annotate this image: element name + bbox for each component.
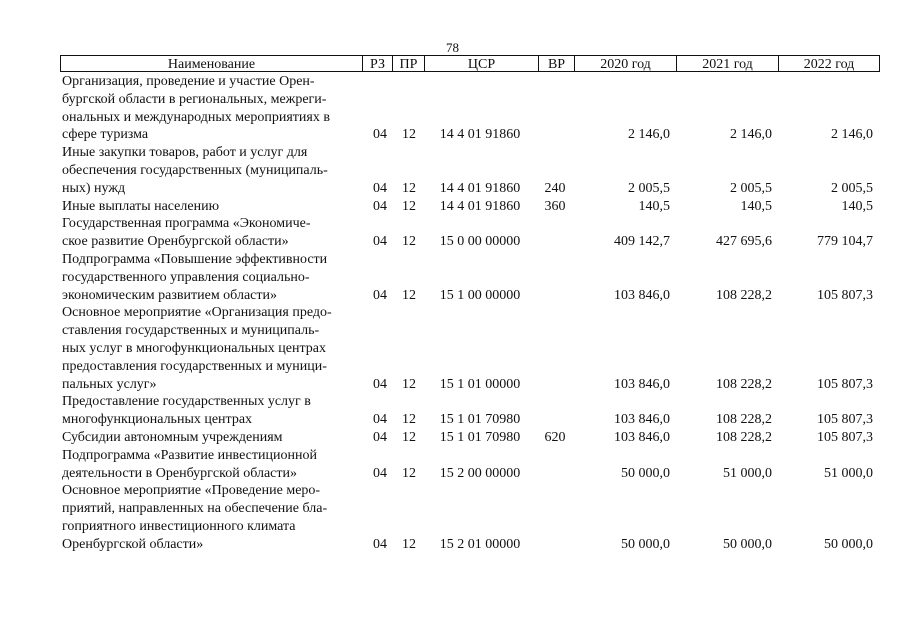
row-vr: 240 [544,180,566,196]
row-2022: 105 807,3 [817,412,873,428]
row-name-line: пальных услуг» [62,376,157,392]
header-rz: РЗ [362,55,393,72]
row-name-line: ональных и международных мероприятиях в [62,109,330,125]
row-2021: 108 228,2 [716,412,772,428]
row-2022: 105 807,3 [817,287,873,303]
row-values [0,411,905,429]
row-name-line: предоставления государственных и муници- [62,358,327,374]
row-rz: 04 [373,234,387,250]
row-csr: 15 1 01 00000 [439,376,521,392]
row-2021: 51 000,0 [723,465,772,481]
table-row [0,393,905,429]
page-number: 78 [446,40,459,55]
row-name-line: Иные выплаты населению [62,198,220,214]
row-csr: 14 4 01 91860 [439,127,521,143]
table-row [0,429,905,447]
table-row [0,482,905,553]
header-2022: 2022 год [778,55,880,72]
row-pr: 12 [402,127,416,143]
header-name: Наименование [60,55,363,72]
row-name-line: Основное мероприятие «Проведение меро- [62,483,321,499]
row-name-line: приятий, направленных на обеспечение бла- [62,501,328,517]
header-pr: ПР [392,55,425,72]
row-2021: 108 228,2 [716,287,772,303]
row-csr: 15 2 00 00000 [439,465,521,481]
row-csr: 14 4 01 91860 [439,180,521,196]
table-body [0,73,905,554]
row-2021: 50 000,0 [723,536,772,552]
row-2020: 2 146,0 [628,127,670,143]
row-2021: 2 146,0 [730,127,772,143]
row-pr: 12 [402,234,416,250]
header-2020: 2020 год [574,55,677,72]
row-rz: 04 [373,429,387,445]
row-2022: 105 807,3 [817,376,873,392]
row-name-line: Подпрограмма «Повышение эффективности [62,251,328,267]
row-vr: 620 [544,429,566,445]
row-2022: 51 000,0 [824,465,873,481]
row-name-line: гоприятного инвестиционного климата [62,518,296,534]
row-2022: 2 005,5 [831,180,873,196]
row-values [0,429,905,447]
row-values [0,536,905,554]
row-pr: 12 [402,180,416,196]
header-csr: ЦСР [424,55,539,72]
row-rz: 04 [373,412,387,428]
row-2020: 103 846,0 [614,376,670,392]
row-values [0,287,905,305]
row-name-line: обеспечения государственных (муниципаль- [62,162,328,178]
row-csr: 15 2 01 00000 [439,536,521,552]
row-rz: 04 [373,180,387,196]
row-2021: 108 228,2 [716,429,772,445]
row-pr: 12 [402,198,416,214]
row-name-line: ставления государственных и муниципаль- [62,323,320,339]
row-csr: 15 1 01 70980 [439,429,521,445]
row-vr: 360 [544,198,566,214]
row-name-line: Государственная программа «Экономиче- [62,216,311,232]
row-rz: 04 [373,127,387,143]
row-2021: 2 005,5 [730,180,772,196]
row-name-line: Оренбургской области» [62,536,204,552]
row-name-line: ных услуг в многофункциональных центрах [62,340,326,356]
table-header [60,55,880,73]
row-csr: 15 1 00 00000 [439,287,521,303]
row-2021: 140,5 [740,198,772,214]
row-2020: 50 000,0 [621,465,670,481]
row-values [0,180,905,198]
table-row [0,447,905,483]
row-name-line: многофункциональных центрах [62,412,253,428]
table-row [0,251,905,304]
header-vr: ВР [538,55,575,72]
row-pr: 12 [402,536,416,552]
row-rz: 04 [373,465,387,481]
row-csr: 14 4 01 91860 [439,198,521,214]
row-2020: 50 000,0 [621,536,670,552]
row-values [0,233,905,251]
row-values [0,376,905,394]
row-csr: 15 0 00 00000 [439,234,521,250]
row-name-line: бургской области в региональных, межреги- [62,91,327,107]
row-values [0,126,905,144]
row-2020: 103 846,0 [614,429,670,445]
row-pr: 12 [402,429,416,445]
row-rz: 04 [373,198,387,214]
row-values [0,465,905,483]
row-name-line: Подпрограмма «Развитие инвестиционной [62,447,317,463]
row-2020: 2 005,5 [628,180,670,196]
row-name-line: сфере туризма [62,127,149,143]
row-2022: 105 807,3 [817,429,873,445]
row-name-line: Иные закупки товаров, работ и услуг для [62,145,308,161]
row-name-line: Субсидии автономным учреждениям [62,429,283,445]
row-name-line: ных) нужд [62,180,126,196]
row-2020: 140,5 [638,198,670,214]
row-values [0,198,905,216]
row-name-line: государственного управления социально- [62,269,310,285]
row-pr: 12 [402,376,416,392]
row-2022: 779 104,7 [817,234,873,250]
row-name-line: деятельности в Оренбургской области» [62,465,297,481]
table-row [0,215,905,251]
row-2021: 108 228,2 [716,376,772,392]
row-name-line: экономическим развитием области» [62,287,277,303]
row-pr: 12 [402,465,416,481]
row-2022: 140,5 [841,198,873,214]
row-2020: 409 142,7 [614,234,670,250]
row-2021: 427 695,6 [716,234,772,250]
header-2021: 2021 год [676,55,779,72]
row-rz: 04 [373,536,387,552]
row-name-line: Организация, проведение и участие Орен- [62,74,315,89]
row-2022: 50 000,0 [824,536,873,552]
row-2020: 103 846,0 [614,412,670,428]
row-2020: 103 846,0 [614,287,670,303]
table-row [0,198,905,216]
row-2022: 2 146,0 [831,127,873,143]
table-row [0,73,905,144]
table-row [0,144,905,197]
row-name-line: Предоставление государственных услуг в [62,394,311,410]
row-rz: 04 [373,376,387,392]
row-name-line: Основное мероприятие «Организация предо- [62,305,332,321]
row-pr: 12 [402,412,416,428]
row-name-line: ское развитие Оренбургской области» [62,234,289,250]
row-pr: 12 [402,287,416,303]
table-row [0,304,905,393]
row-rz: 04 [373,287,387,303]
row-csr: 15 1 01 70980 [439,412,521,428]
